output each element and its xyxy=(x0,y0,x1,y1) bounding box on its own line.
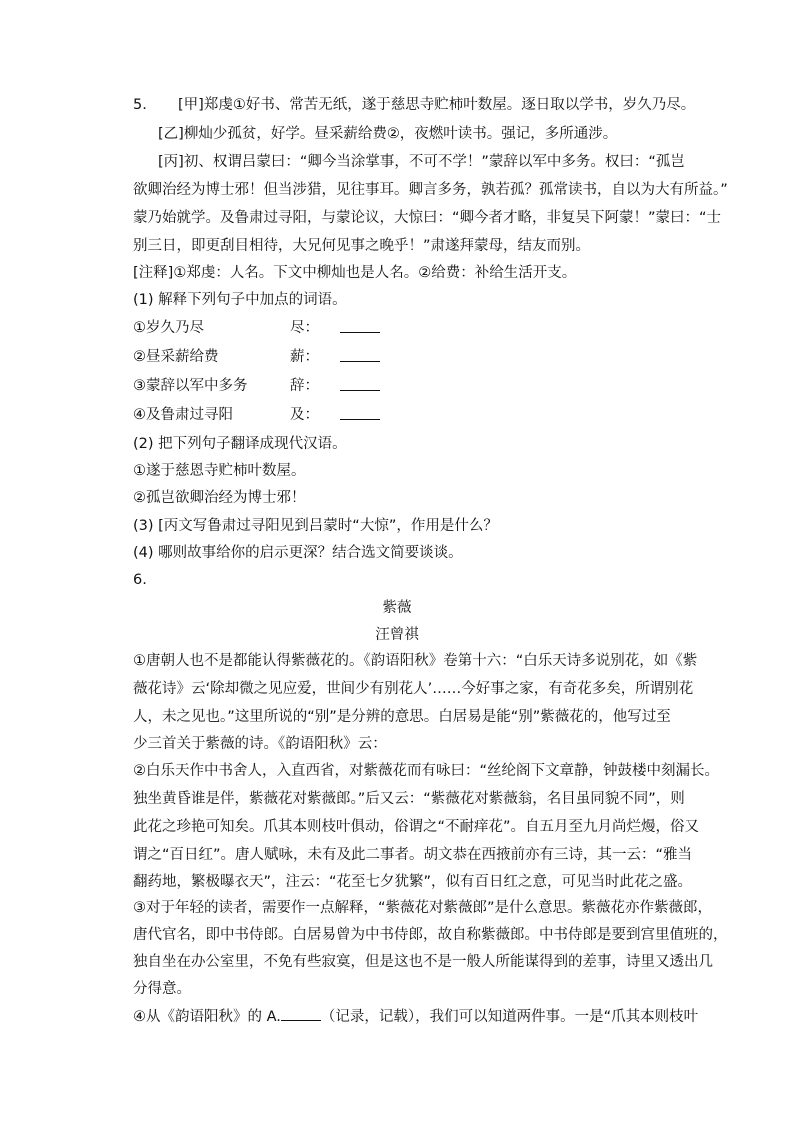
item-word: 及： xyxy=(290,407,319,423)
paragraph-4-after: （记录，记载），我们可以知道两件事。一是“爪其本则枝叶 xyxy=(320,1009,699,1025)
item-word: 辞： xyxy=(290,378,319,394)
paragraph-3-line: ③对于年轻的读者，需要作一点解释，“紫薇花对紫薇郎”是什么意思。紫薇花亦作紫薇郎， xyxy=(133,900,713,916)
question-5-number: 5. xyxy=(133,97,147,113)
passage-jia: [甲]郑虔①好书、常苦无纸，遂于慈思寺贮柿叶数屋。逐日取以学书，岁久乃尽。 xyxy=(178,97,696,113)
answer-blank[interactable] xyxy=(340,318,380,339)
paragraph-2-line: ②白乐天作中书舍人，入直西省，对紫薇花而有咏曰：“丝纶阁下文章静，钟鼓楼中刻漏长。 xyxy=(133,763,720,779)
paragraph-4-line xyxy=(133,1006,698,1027)
paragraph-1-line: 少三首关于紫薇的诗。《韵语阳秋》云： xyxy=(133,736,387,752)
article-author: 汪曾祺 xyxy=(375,627,419,643)
translate-sentence-2: ②孤岂欲卿治经为博士邪！ xyxy=(133,490,306,506)
sub-question-1: (1) 解释下列句子中加点的词语。 xyxy=(133,292,347,308)
paragraph-2-line: 独坐黄昏谁是伴，紫薇花对紫薇郎。”后又云：“紫薇花对紫薇翁，名目虽同貌不同”，则 xyxy=(133,791,685,807)
article-title: 紫薇 xyxy=(382,600,412,616)
answer-blank[interactable] xyxy=(340,405,380,426)
item-word: 尽： xyxy=(290,320,319,336)
item-phrase: ③蒙辞以军中多务 xyxy=(133,378,248,394)
passage-yi: [乙]柳灿少孤贫，好学。昼采薪给费②，夜燃叶读书。强记，多所通涉。 xyxy=(158,126,618,142)
item-phrase: ④及鲁肃过寻阳 xyxy=(133,407,233,423)
passage-bing-line: 别三日，即更刮目相待，大兄何见事之晚乎！”肃遂拜蒙母，结友而别。 xyxy=(133,238,591,254)
item-phrase: ②昼采薪给费 xyxy=(133,349,219,365)
sub-question-2: (2) 把下列句子翻译成现代汉语。 xyxy=(133,436,347,452)
sub-question-4: (4) 哪则故事给你的启示更深？结合选文简要谈谈。 xyxy=(133,545,463,561)
paragraph-1-line: ①唐朝人也不是都能认得紫薇花的。《韵语阳秋》卷第十六：“白乐天诗多说别花，如《紫 xyxy=(133,653,698,669)
sub-question-3: (3) [丙文写鲁肃过寻阳见到吕蒙时“大惊”，作用是什么？ xyxy=(133,518,498,534)
paragraph-1-line: 人，未之见也。”这里所说的“别”是分辨的意思。白居易是能“别”紫薇花的，他写过至 xyxy=(133,709,671,725)
translate-sentence-1: ①遂于慈恩寺贮柿叶数屋。 xyxy=(133,463,306,479)
passage-bing-line: [丙]初、权谓吕蒙曰：“卿今当涂掌事，不可不学！”蒙辞以军中多务。权曰：“孤岂 xyxy=(158,154,685,170)
paragraph-3-line: 唐代官名，即中书侍郎。白居易曾为中书侍郎，故自称紫薇郎。中书侍郎是要到宫里值班的， xyxy=(133,927,728,943)
answer-blank-a[interactable] xyxy=(281,1006,321,1021)
paragraph-3-line: 分得意。 xyxy=(133,981,191,997)
passage-bing-line: 欲卿治经为博士邪！但当涉猎，见往事耳。卿言多务，孰若孤？孤常读书，自以为大有所益。” xyxy=(133,182,728,198)
question-6-number: 6. xyxy=(133,572,147,588)
answer-blank[interactable] xyxy=(340,347,380,368)
paragraph-2-line: 谓之“百日红”。唐人赋咏，未有及此二事者。胡文恭在西掖前亦有三诗，其一云：“雅当 xyxy=(133,847,693,863)
item-word: 薪： xyxy=(290,349,319,365)
paragraph-3-line: 独自坐在办公室里，不免有些寂寞，但是这也不是一般人所能谋得到的差事，诗里又透出几 xyxy=(133,954,713,970)
item-phrase: ①岁久乃尽 xyxy=(133,320,204,336)
answer-blank[interactable] xyxy=(340,376,380,397)
paragraph-2-line: 此花之珍艳可知矣。爪其本则枝叶俱动，俗谓之“不耐痒花”。自五月至九月尚烂熳，俗又 xyxy=(133,819,700,835)
annotation-note: [注释]①郑虔：人名。下文中柳灿也是人名。②给费：补给生活开支。 xyxy=(133,265,577,281)
paragraph-2-line: 翻药地，繁极曝衣天”，注云：“花至七夕犹繁”，似有百日红之意，可见当时此花之盛。 xyxy=(133,874,693,890)
paragraph-4-before: ④从《韵语阳秋》的 A. xyxy=(133,1009,281,1025)
passage-bing-line: 蒙乃始就学。及鲁肃过寻阳，与蒙论议，大惊曰：“卿今者才略，非复吴下阿蒙！”蒙曰：“士 xyxy=(133,210,722,226)
paragraph-1-line: 薇花诗》云‘除却微之见应爱，世间少有别花人’……今好事之家，有奇花多矣，所谓别花 xyxy=(133,681,694,697)
